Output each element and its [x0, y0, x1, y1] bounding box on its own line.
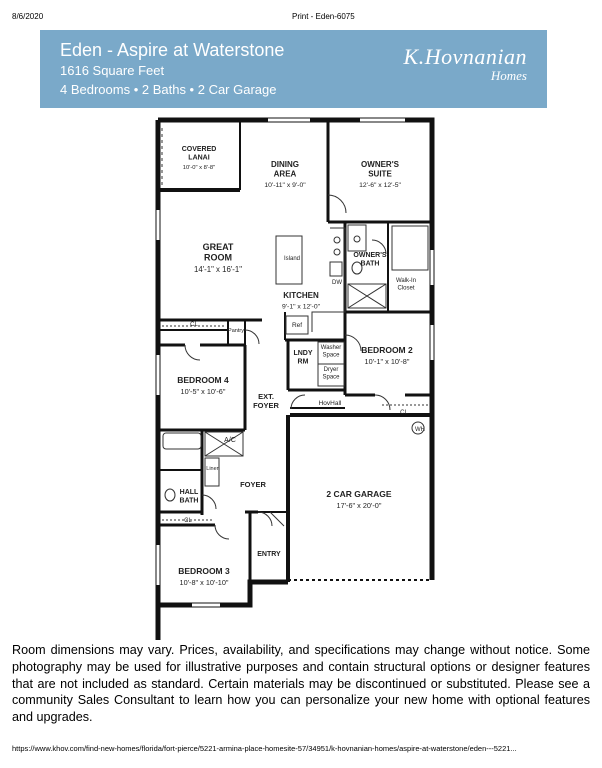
room-bedroom-4-name: BEDROOM 4 [177, 375, 229, 385]
room-kitchen-dims: 9'-1" x 12'-0" [281, 303, 321, 311]
room-bedroom-3-dims: 10'-8" x 10'-10" [179, 578, 229, 587]
label-cl: CL [190, 322, 198, 328]
room-owners-suite-name: OWNER'S [361, 160, 399, 169]
room-great-room-name: GREAT [202, 242, 234, 252]
disclaimer-text: Room dimensions may vary. Prices, availability, and specifications may change without notice. Some photography may be used for illustrative purposes and contain structural options or designer features that are not included as standard. Certain materials may be discontinued or substituted. Please see a community Sales Consultant to learn how you can personalize your new home with optional features and upgrades. [12, 643, 590, 725]
room-owners-suite-dims: 12'-6" x 12'-5" [359, 182, 401, 189]
tub [163, 433, 201, 449]
label-washer: Space [322, 352, 340, 359]
room-dining-dims: 10'-11" x 9'-0" [264, 182, 306, 189]
label-hall-bath: HALL [179, 489, 199, 496]
label-lndy: RM [297, 358, 309, 366]
room-bedroom-2-name: BEDROOM 2 [361, 345, 413, 355]
label-pantry: Pantry [228, 328, 244, 334]
print-title: Print - Eden-6075 [292, 12, 355, 21]
label-dw: DW [332, 280, 342, 286]
label-foyer: FOYER [240, 480, 266, 489]
room-owners-suite-name: SUITE [368, 169, 392, 179]
label-entry: ENTRY [257, 551, 281, 558]
label-washer: Washer [320, 345, 342, 351]
label-hall-bath: BATH [179, 497, 199, 505]
room-bedroom-3-name: BEDROOM 3 [178, 566, 230, 576]
label-ac: A/C [224, 437, 236, 444]
room-garage-name: 2 CAR GARAGE [326, 489, 392, 499]
label-dryer: Dryer [323, 367, 339, 373]
room-owners-bath-name: OWNER'S [353, 252, 387, 259]
room-garage-dims: 17'-6" x 20'-0" [336, 501, 382, 510]
room-bedroom-2-dims: 10'-1" x 10'-8" [364, 357, 410, 366]
room-great-room-dims: 14'-1" x 16'-1" [194, 265, 242, 274]
label-ref: Ref [291, 322, 303, 329]
label-cl-hall: CL [184, 518, 192, 524]
room-kitchen-name: KITCHEN [283, 291, 319, 300]
walk-in-closet [392, 226, 428, 270]
label-wh: WH [415, 427, 425, 433]
plan-title: Eden - Aspire at Waterstone [60, 40, 285, 60]
room-lanai-name: COVERED [181, 146, 217, 153]
label-walk-in: Closet [397, 285, 415, 292]
label-dryer: Space [322, 374, 340, 381]
room-labels [177, 146, 425, 587]
room-lanai-name: LANAI [188, 154, 210, 162]
label-ext-foyer: FOYER [253, 401, 279, 410]
room-owners-bath-name: BATH [360, 260, 380, 268]
label-hovhall: HovHall [318, 400, 342, 407]
label-walk-in: Walk-In [395, 278, 417, 284]
footer-url: https://www.khov.com/find-new-homes/florida/fort-pierce/5221-armina-place-homesite-57/34951/k-hovnanian-homes/aspire-at-waterstone/eden---5221... [12, 744, 517, 753]
room-dining-name: AREA [273, 169, 297, 179]
label-lndy: LNDY [293, 350, 313, 357]
label-cl-bedroom-2: CL [400, 410, 408, 416]
room-lanai-dims: 10'-0" x 8'-8" [182, 165, 216, 171]
label-island: Island [283, 256, 301, 262]
label-linen: Linen [206, 466, 220, 472]
room-bedroom-4-dims: 10'-5" x 10'-6" [180, 387, 226, 396]
logo-wordmark: K.Hovnanian [403, 44, 527, 69]
print-date: 8/6/2020 [12, 12, 44, 21]
logo-subtitle: Homes [490, 68, 527, 83]
room-dining-name: DINING [271, 160, 299, 169]
label-ext-foyer: EXT. [258, 392, 274, 401]
square-feet: 1616 Square Feet [60, 63, 165, 78]
plan-specs: 4 Bedrooms • 2 Baths • 2 Car Garage [60, 82, 277, 97]
room-great-room-name: ROOM [204, 252, 232, 263]
